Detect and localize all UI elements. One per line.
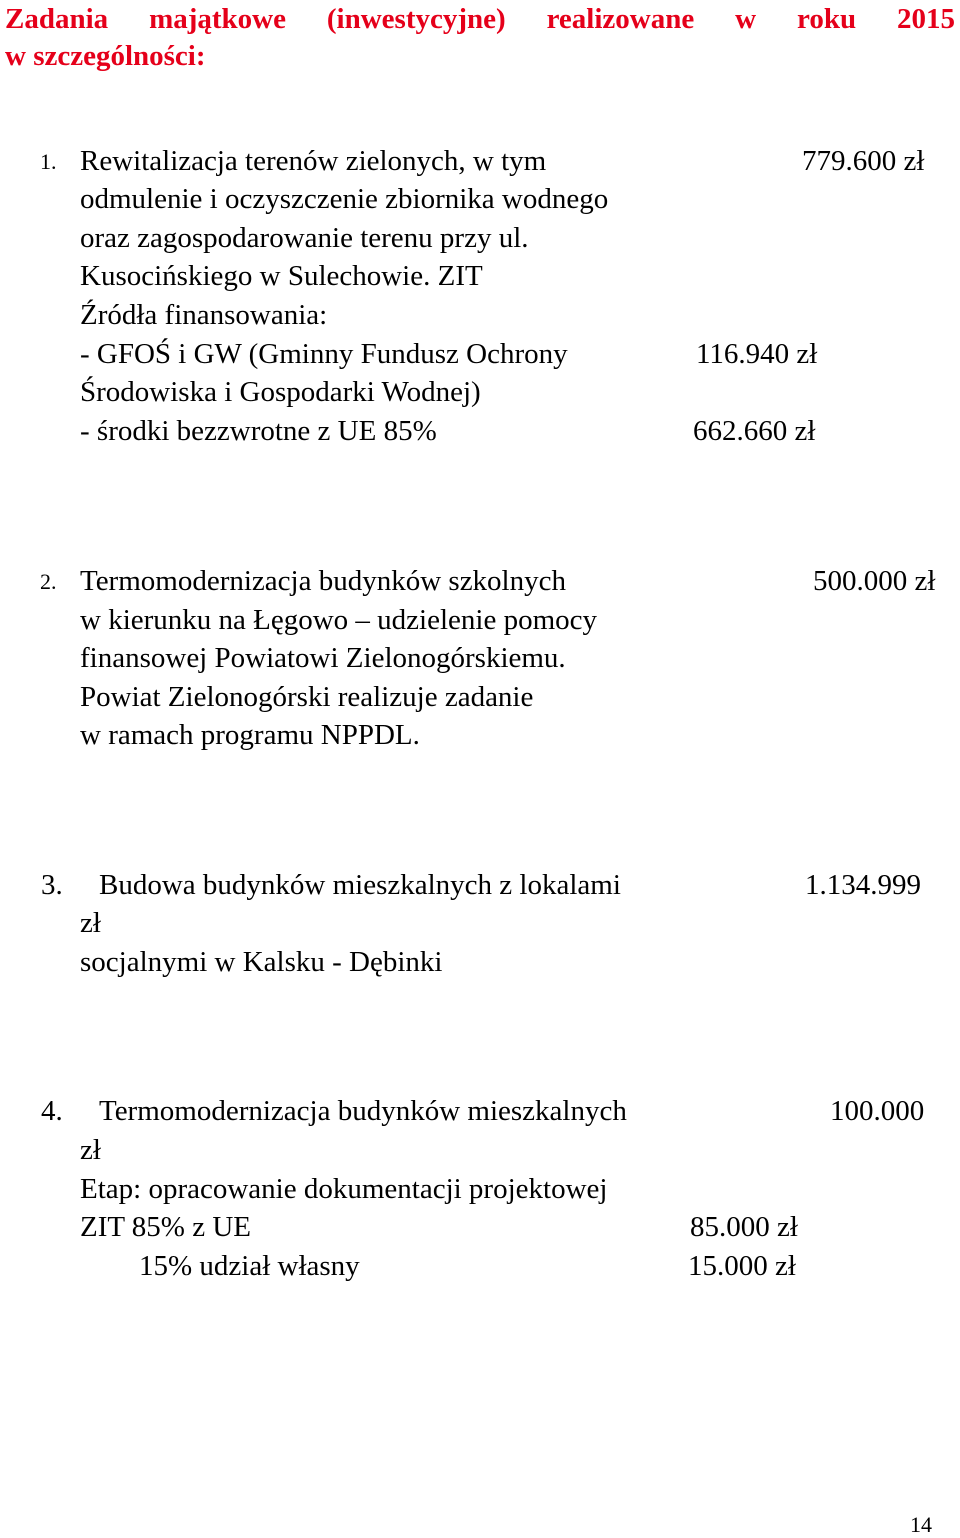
item-2-line: Termomodernizacja budynków szkolnych [80,565,566,597]
item-1-line: odmulenie i oczyszczenie zbiornika wodnego [80,183,609,215]
item-4-currency: zł [80,1134,101,1166]
item-3-number: 3. [41,869,63,901]
item-1-line: oraz zagospodarowanie terenu przy ul. [80,222,529,254]
item-2-line: Powiat Zielonogórski realizuje zadanie [80,681,534,713]
item-1-line: Rewitalizacja terenów zielonych, w tym [80,145,547,177]
item-2-number: 2. [40,569,57,594]
item-3-amount: 1.134.999 [805,869,921,901]
item-4-funding-ue: ZIT 85% z UE [80,1211,251,1243]
item-4-line: Etap: opracowanie dokumentacji projektowej [80,1173,608,1205]
item-3-line: Budowa budynków mieszkalnych z lokalami [99,869,621,901]
item-1-line: Kusocińskiego w Sulechowie. ZIT [80,260,483,292]
item-2-line: w kierunku na Łęgowo – udzielenie pomocy [80,604,598,636]
item-1-funding-gfos: - GFOŚ i GW (Gminny Fundusz Ochrony [80,338,568,370]
item-3-line: socjalnymi w Kalsku - Dębinki [80,946,443,978]
item-2-line: finansowej Powiatowi Zielonogórskiemu. [80,642,566,674]
item-1-gfos-amount: 116.940 zł [696,338,818,370]
item-4-amount: 100.000 [830,1095,925,1127]
item-1-amount: 779.600 zł [802,145,925,177]
item-4-number: 4. [41,1095,63,1127]
item-1-funding-ue: - środki bezzwrotne z UE 85% [80,415,437,447]
item-3-currency: zł [80,907,101,939]
item-4-line: Termomodernizacja budynków mieszkalnych [99,1095,627,1127]
item-4-funding-own: 15% udział własny [139,1250,360,1282]
item-1-funding-label: Źródła finansowania: [80,299,328,331]
item-1-number: 1. [40,149,57,174]
section-heading-continuation: w szczególności: [5,40,206,72]
section-heading: Zadania majątkowe (inwestycyjne) realizowane w roku 2015 [5,3,955,35]
item-1-line: Środowiska i Gospodarki Wodnej) [80,376,481,408]
item-4-ue-amount: 85.000 zł [690,1211,798,1243]
item-4-own-amount: 15.000 zł [688,1250,796,1282]
page-number: 14 [910,1512,932,1537]
item-1-ue-amount: 662.660 zł [693,415,816,447]
item-2-amount: 500.000 zł [813,565,936,597]
item-2-line: w ramach programu NPPDL. [80,719,420,751]
